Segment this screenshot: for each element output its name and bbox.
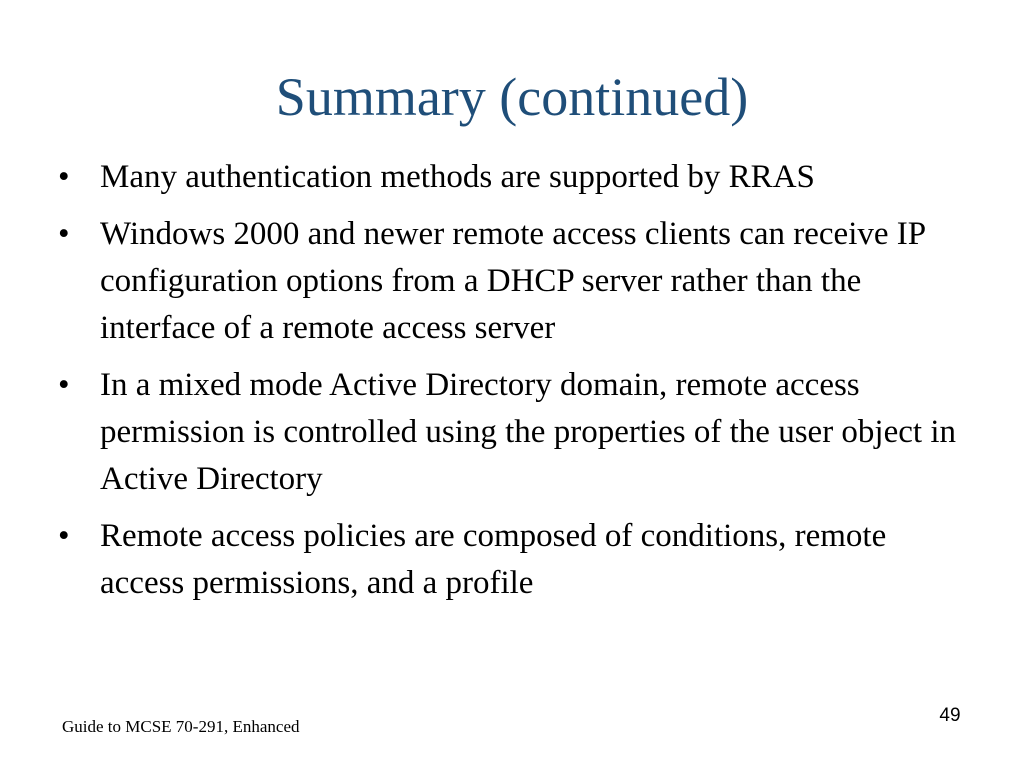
bullet-text: Many authentication methods are supported by RRAS bbox=[100, 159, 815, 195]
bullet-item bbox=[58, 154, 978, 201]
bullet-list bbox=[58, 154, 978, 617]
bullet-item bbox=[58, 513, 978, 607]
bullet-text: Windows 2000 and newer remote access clients can receive IP configuration options from a DHCP server rather than the interface of a remote access server bbox=[100, 216, 925, 346]
bullet-icon: • bbox=[58, 159, 70, 195]
page-number: 49 bbox=[939, 705, 961, 726]
bullet-text: Remote access policies are composed of conditions, remote access permissions, and a profile bbox=[100, 518, 887, 601]
bullet-text: In a mixed mode Active Directory domain, remote access permission is controlled using the properties of the user object in Active Directory bbox=[100, 367, 956, 497]
bullet-item bbox=[58, 211, 978, 352]
bullet-icon: • bbox=[58, 518, 70, 554]
bullet-item bbox=[58, 362, 978, 503]
bullet-icon: • bbox=[58, 216, 70, 252]
slide-footer: Guide to MCSE 70-291, Enhanced bbox=[62, 717, 300, 736]
slide-title: Summary (continued) bbox=[275, 67, 749, 127]
bullet-icon: • bbox=[58, 367, 70, 403]
